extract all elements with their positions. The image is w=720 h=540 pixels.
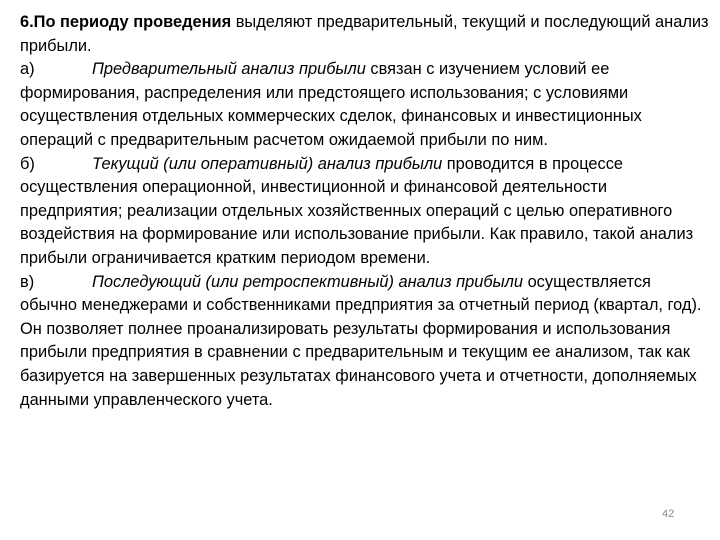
item-b-paragraph bbox=[20, 153, 710, 271]
item-b-text: проводится в процессе осуществления операционной, инвестиционной и финансовой деятельности предприятия; реализации отдельных хозяйственных операций с целью оперативного воздействия на формирование или использование прибыли. Как правило, такой анализ прибыли ограничивается кратким периодом времени. bbox=[20, 154, 694, 267]
item-c-label: в) bbox=[20, 272, 35, 291]
item-c-text: осуществляется обычно менеджерами и собственниками предприятия за отчетный период (квартал, год). Он позволяет полнее проанализировать результаты формирования и использования прибыли предприятия в сравнении с предварительным и текущим ее анализом, так как базируется на завершенных результатах финансового учета и отчетности, дополняемых данными управленческого учета. bbox=[20, 272, 702, 409]
item-a-paragraph bbox=[20, 58, 710, 152]
section-6-heading: 6.По периоду проведения bbox=[20, 13, 232, 31]
item-a-label: а) bbox=[20, 60, 35, 79]
slide-body bbox=[20, 11, 710, 412]
item-a-text: связан с изучением условий ее формирования, распределения или предстоящего использования; с условиями осуществления отдельных коммерческих сделок, финансовых и инвестиционных операций с предварительным расчетом ожидаемой прибыли по ним. bbox=[20, 60, 642, 149]
item-a-term: Предварительный анализ прибыли bbox=[92, 60, 366, 79]
item-c-term: Последующий (или ретроспективный) анализ прибыли bbox=[92, 272, 524, 291]
page-number: 42 bbox=[662, 508, 675, 520]
item-c-paragraph bbox=[20, 271, 710, 413]
section-6-paragraph bbox=[20, 11, 710, 58]
item-b-term: Текущий (или оперативный) анализ прибыли bbox=[92, 154, 443, 173]
section-6-text: выделяют предварительный, текущий и последующий анализ прибыли. bbox=[20, 13, 709, 55]
item-b-label: б) bbox=[20, 154, 35, 173]
